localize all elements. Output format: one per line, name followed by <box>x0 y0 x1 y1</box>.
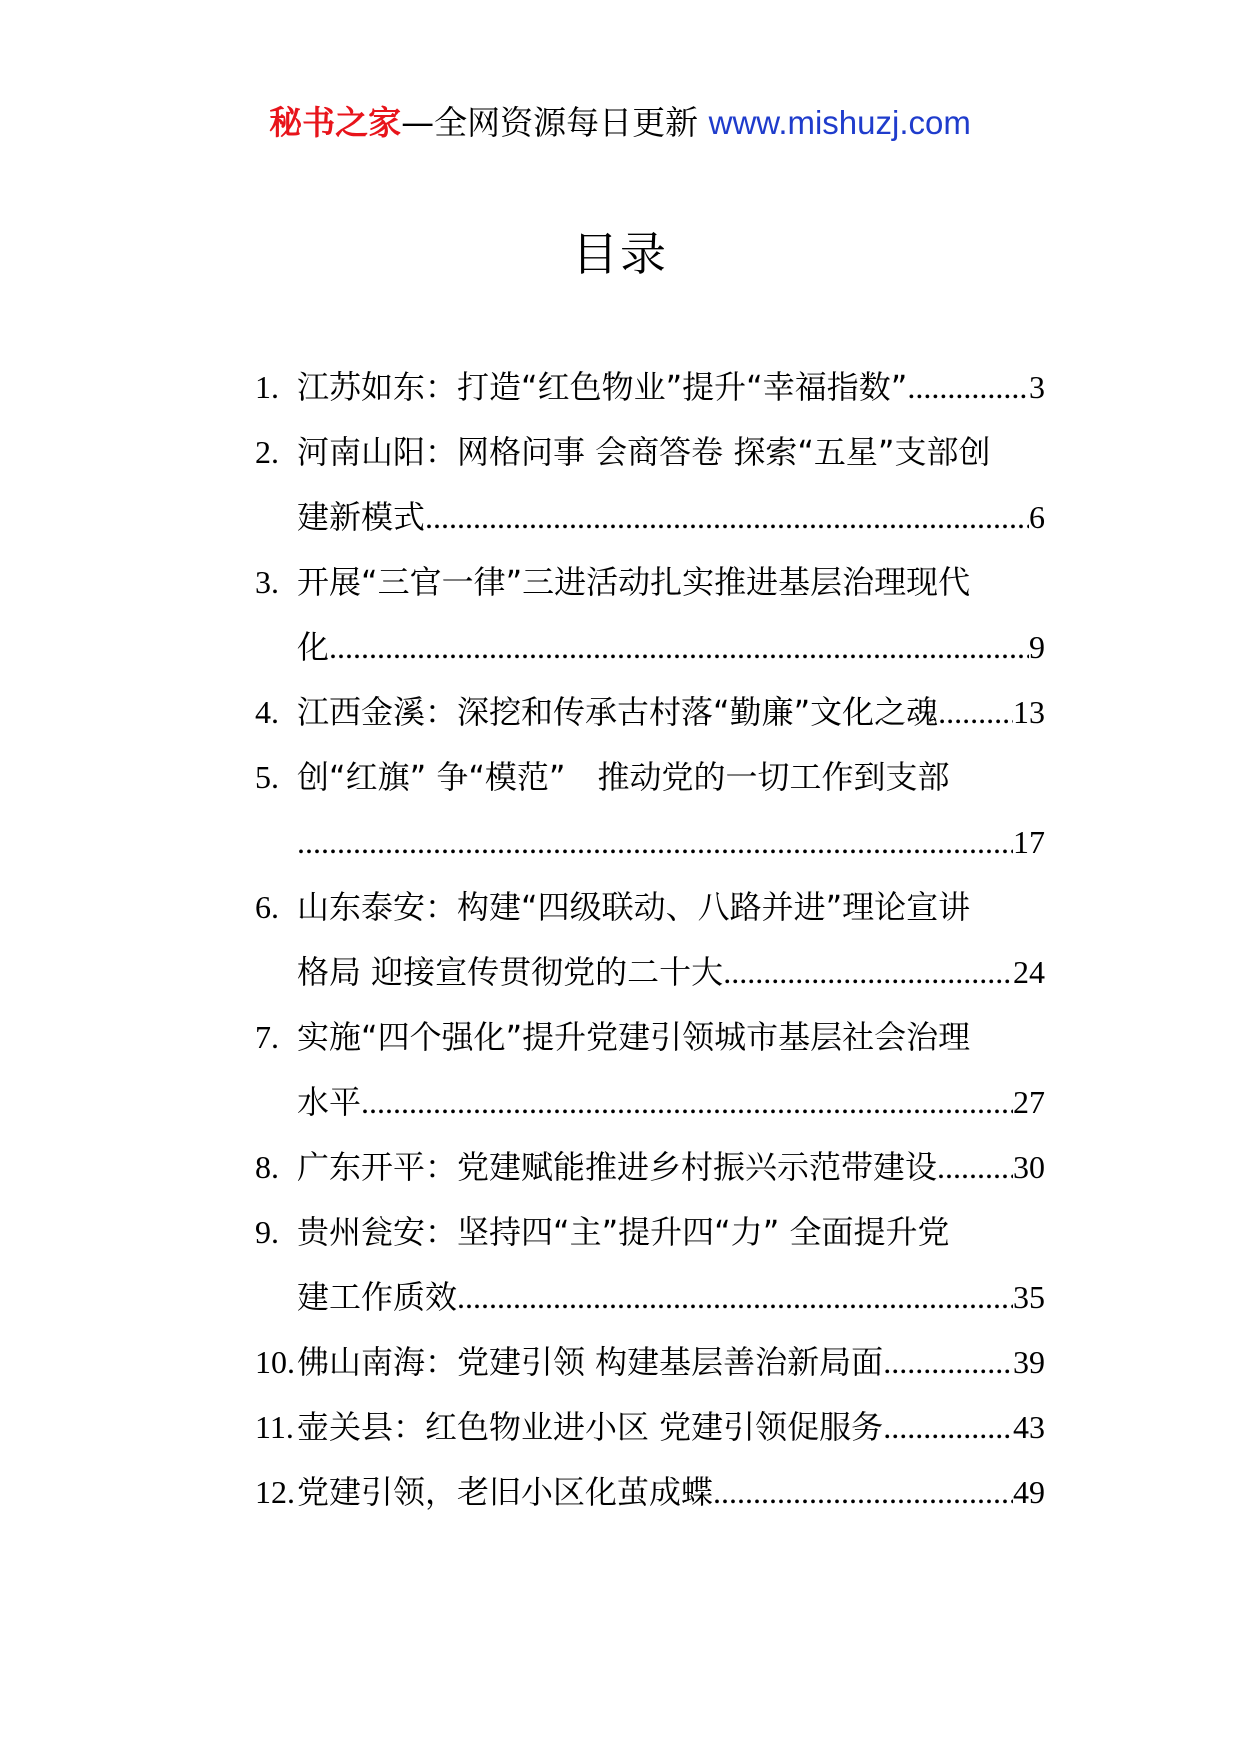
toc-page-number: 43 <box>1013 1409 1045 1445</box>
toc-page-number: 13 <box>1013 694 1045 730</box>
toc-entry-title: 贵州瓮安：坚持四“主”提升四“力” 全面提升党 <box>297 1213 950 1251</box>
toc-page-number: 49 <box>1013 1474 1045 1510</box>
toc-entry-number: 5. <box>255 759 279 795</box>
toc-page-number: 30 <box>1013 1149 1045 1185</box>
toc-dot-leader <box>425 485 1029 550</box>
toc-entry[interactable] <box>255 745 1045 875</box>
toc-entry[interactable] <box>255 550 1045 680</box>
toc-entry[interactable] <box>255 1395 1045 1460</box>
toc-page-number: 9 <box>1029 629 1045 665</box>
site-url-link[interactable]: www.mishuzj.com <box>708 104 971 141</box>
toc-page-number: 39 <box>1013 1344 1045 1380</box>
toc-entry-title: 创“红旗” 争“模范” 推动党的一切工作到支部 <box>297 758 950 796</box>
toc-dot-leader <box>713 1460 1013 1525</box>
site-header <box>0 98 1240 148</box>
toc-entry-title: 实施“四个强化”提升党建引领城市基层社会治理 <box>297 1018 971 1056</box>
toc-dot-leader <box>297 810 1013 875</box>
toc-entry-title: 水平 <box>297 1083 362 1121</box>
toc-dot-leader <box>907 355 1029 420</box>
toc-entry-title: 佛山南海：党建引领 构建基层善治新局面 <box>297 1343 884 1381</box>
toc-dot-leader <box>723 940 1013 1005</box>
page-title: 目录 <box>572 227 668 281</box>
toc-entry-number: 2. <box>255 434 279 470</box>
toc-dot-leader <box>361 1070 1013 1135</box>
toc-entry-number: 6. <box>255 889 279 925</box>
toc-entry-number: 4. <box>255 694 279 730</box>
site-slogan: —全网资源每日更新 <box>401 103 709 142</box>
toc-entry-title: 格局 迎接宣传贯彻党的二十大 <box>297 953 724 991</box>
toc-dot-leader <box>883 1330 1013 1395</box>
toc-entry[interactable] <box>255 1330 1045 1395</box>
toc-entry-number: 1. <box>255 369 279 405</box>
toc-entry[interactable] <box>255 875 1045 1005</box>
toc-entry[interactable] <box>255 355 1045 420</box>
toc-entry-title: 江苏如东：打造“红色物业”提升“幸福指数” <box>297 368 908 406</box>
toc-page-number: 27 <box>1013 1084 1045 1120</box>
toc-entry-title: 建工作质效 <box>297 1278 458 1316</box>
toc-dot-leader <box>329 615 1029 680</box>
toc-entry-number: 11. <box>255 1409 294 1445</box>
toc-entry-title: 壶关县：红色物业进小区 党建引领促服务 <box>297 1408 884 1446</box>
toc-dot-leader <box>937 1135 1013 1200</box>
toc-entry-number: 9. <box>255 1214 279 1250</box>
toc-entry-title: 开展“三官一律”三进活动扎实推进基层治理现代 <box>297 563 971 601</box>
toc-entry-number: 7. <box>255 1019 279 1055</box>
toc-entry-title: 化 <box>297 628 330 666</box>
toc-dot-leader <box>938 680 1013 745</box>
toc-entry-number: 8. <box>255 1149 279 1185</box>
toc-entry-number: 3. <box>255 564 279 600</box>
toc-entry-number: 12. <box>255 1474 295 1510</box>
toc-entry[interactable] <box>255 1005 1045 1135</box>
toc-dot-leader <box>883 1395 1013 1460</box>
toc-entry-title: 广东开平：党建赋能推进乡村振兴示范带建设 <box>297 1148 938 1186</box>
toc-entry[interactable] <box>255 680 1045 745</box>
toc-entry-title: 建新模式 <box>297 498 426 536</box>
toc-entry-title: 山东泰安：构建“四级联动、八路并进”理论宣讲 <box>297 888 971 926</box>
toc-page-number: 6 <box>1029 499 1045 535</box>
toc-entry-title: 江西金溪：深挖和传承古村落“勤廉”文化之魂 <box>297 693 939 731</box>
toc-entry[interactable] <box>255 1135 1045 1200</box>
toc-entry[interactable] <box>255 1200 1045 1330</box>
site-brand: 秘书之家 <box>269 103 402 142</box>
toc-dot-leader <box>457 1265 1013 1330</box>
toc-page-number: 3 <box>1029 369 1045 405</box>
table-of-contents <box>255 355 1045 1525</box>
toc-entry-title: 河南山阳：网格问事 会商答卷 探索“五星”支部创 <box>297 433 991 471</box>
toc-entry[interactable] <box>255 420 1045 550</box>
toc-entry-title: 党建引领，老旧小区化茧成蝶 <box>297 1473 714 1511</box>
toc-page-number: 17 <box>1013 824 1045 860</box>
toc-entry-number: 10. <box>255 1344 295 1380</box>
toc-entry[interactable] <box>255 1460 1045 1525</box>
toc-page-number: 35 <box>1013 1279 1045 1315</box>
toc-page-number: 24 <box>1013 954 1045 990</box>
